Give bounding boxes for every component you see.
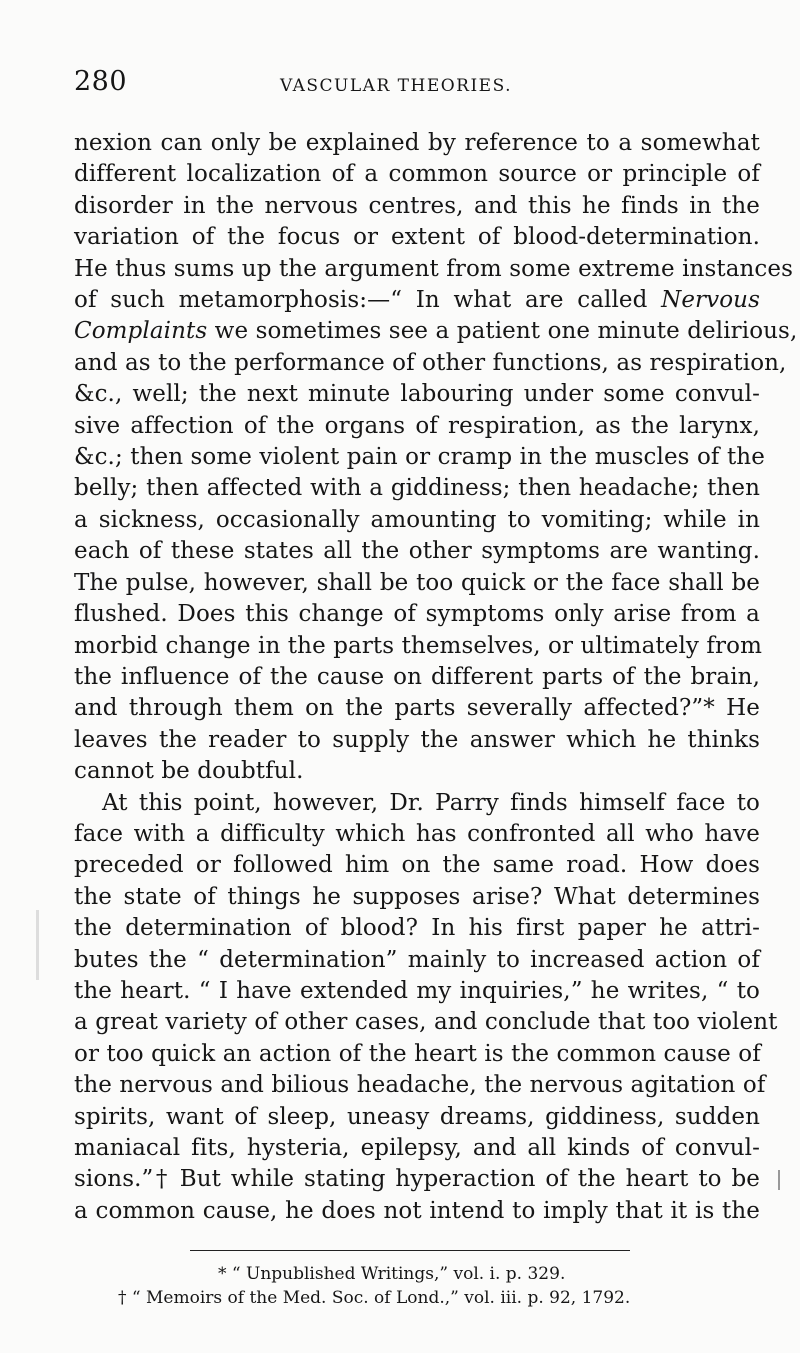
text-line: the heart. “ I have extended my inquiries,” he writes, “ to <box>74 977 760 1004</box>
text-line: the influence of the cause on different parts of the brain, <box>74 663 760 690</box>
text-line: The pulse, however, shall be too quick or the face shall be <box>74 569 760 596</box>
text-line: maniacal fits, hysteria, epilepsy, and all kinds of convul- <box>74 1135 760 1161</box>
text-line: sions.”† But while stating hyperaction of the heart to be <box>74 1166 760 1193</box>
text-line: &c.; then some violent pain or cramp in the muscles of the <box>74 444 765 471</box>
text-line: different localization of a common source or principle of <box>74 161 760 188</box>
text-line: &c., well; the next minute labouring under some convul- <box>74 381 760 408</box>
text-line: a great variety of other cases, and conclude that too violent <box>74 1009 778 1036</box>
italic-phrase: Nervous <box>661 287 760 314</box>
footnotes <box>118 1262 698 1310</box>
footnote-divider <box>190 1250 630 1251</box>
text-line: each of these states all the other symptoms are wanting. <box>74 538 760 565</box>
text-line: leaves the reader to supply the answer which he thinks <box>74 726 760 753</box>
footnote-2: † “ Memoirs of the Med. Soc. of Lond.,” vol. iii. p. 92, 1792. <box>118 1288 631 1308</box>
scan-mark <box>36 910 39 980</box>
text-line: or too quick an action of the heart is the common cause of <box>74 1040 761 1067</box>
paragraph-start-line: At this point, however, Dr. Parry finds himself face to <box>102 789 760 816</box>
text-line: sive affection of the organs of respiration, as the larynx, <box>74 412 760 439</box>
text-line: the state of things he supposes arise? What determines <box>74 883 760 910</box>
text-line: belly; then affected with a giddiness; then headache; then <box>74 475 760 502</box>
text-line: butes the “ determination” mainly to increased action of <box>74 946 760 973</box>
page-number: 280 <box>74 66 128 97</box>
text-line: spirits, want of sleep, uneasy dreams, giddiness, sudden <box>74 1103 760 1130</box>
text-line: the determination of blood? In his first paper he attri- <box>74 915 760 942</box>
text-line: a sickness, occasionally amounting to vomiting; while in <box>74 506 760 533</box>
text-line: disorder in the nervous centres, and this he finds in the <box>74 192 760 219</box>
running-head <box>74 66 764 106</box>
text-line: cannot be doubtful. <box>74 758 304 785</box>
text-line: He thus sums up the argument from some extreme instances <box>74 255 794 282</box>
text-line: morbid change in the parts themselves, or ultimately from <box>74 632 762 659</box>
scan-mark <box>778 1170 786 1190</box>
text-line: flushed. Does this change of symptoms only arise from a <box>74 601 760 628</box>
text-line: preceded or followed him on the same road. How does <box>74 852 760 879</box>
body-text <box>74 128 798 1227</box>
italic-phrase: Complaints <box>74 318 208 345</box>
footnote-1: * “ Unpublished Writings,” vol. i. p. 329. <box>218 1264 566 1284</box>
text-line: and through them on the parts severally affected?”* He <box>74 695 760 722</box>
text-line: face with a difficulty which has confronted all who have <box>74 820 760 847</box>
text-line: and as to the performance of other functions, as respiration, <box>74 349 787 376</box>
text-line: nexion can only be explained by reference to a somewhat <box>74 130 760 156</box>
text-line: variation of the focus or extent of blood-determination. <box>74 224 760 251</box>
text-line: Complaints we sometimes see a patient one minute delirious, <box>74 318 798 345</box>
text-line: of such metamorphosis:—“ In what are called Nervous <box>74 287 760 314</box>
text-line: the nervous and bilious headache, the nervous agitation of <box>74 1072 766 1099</box>
running-title: VASCULAR THEORIES. <box>280 76 513 96</box>
text-line: a common cause, he does not intend to imply that it is the <box>74 1197 760 1224</box>
